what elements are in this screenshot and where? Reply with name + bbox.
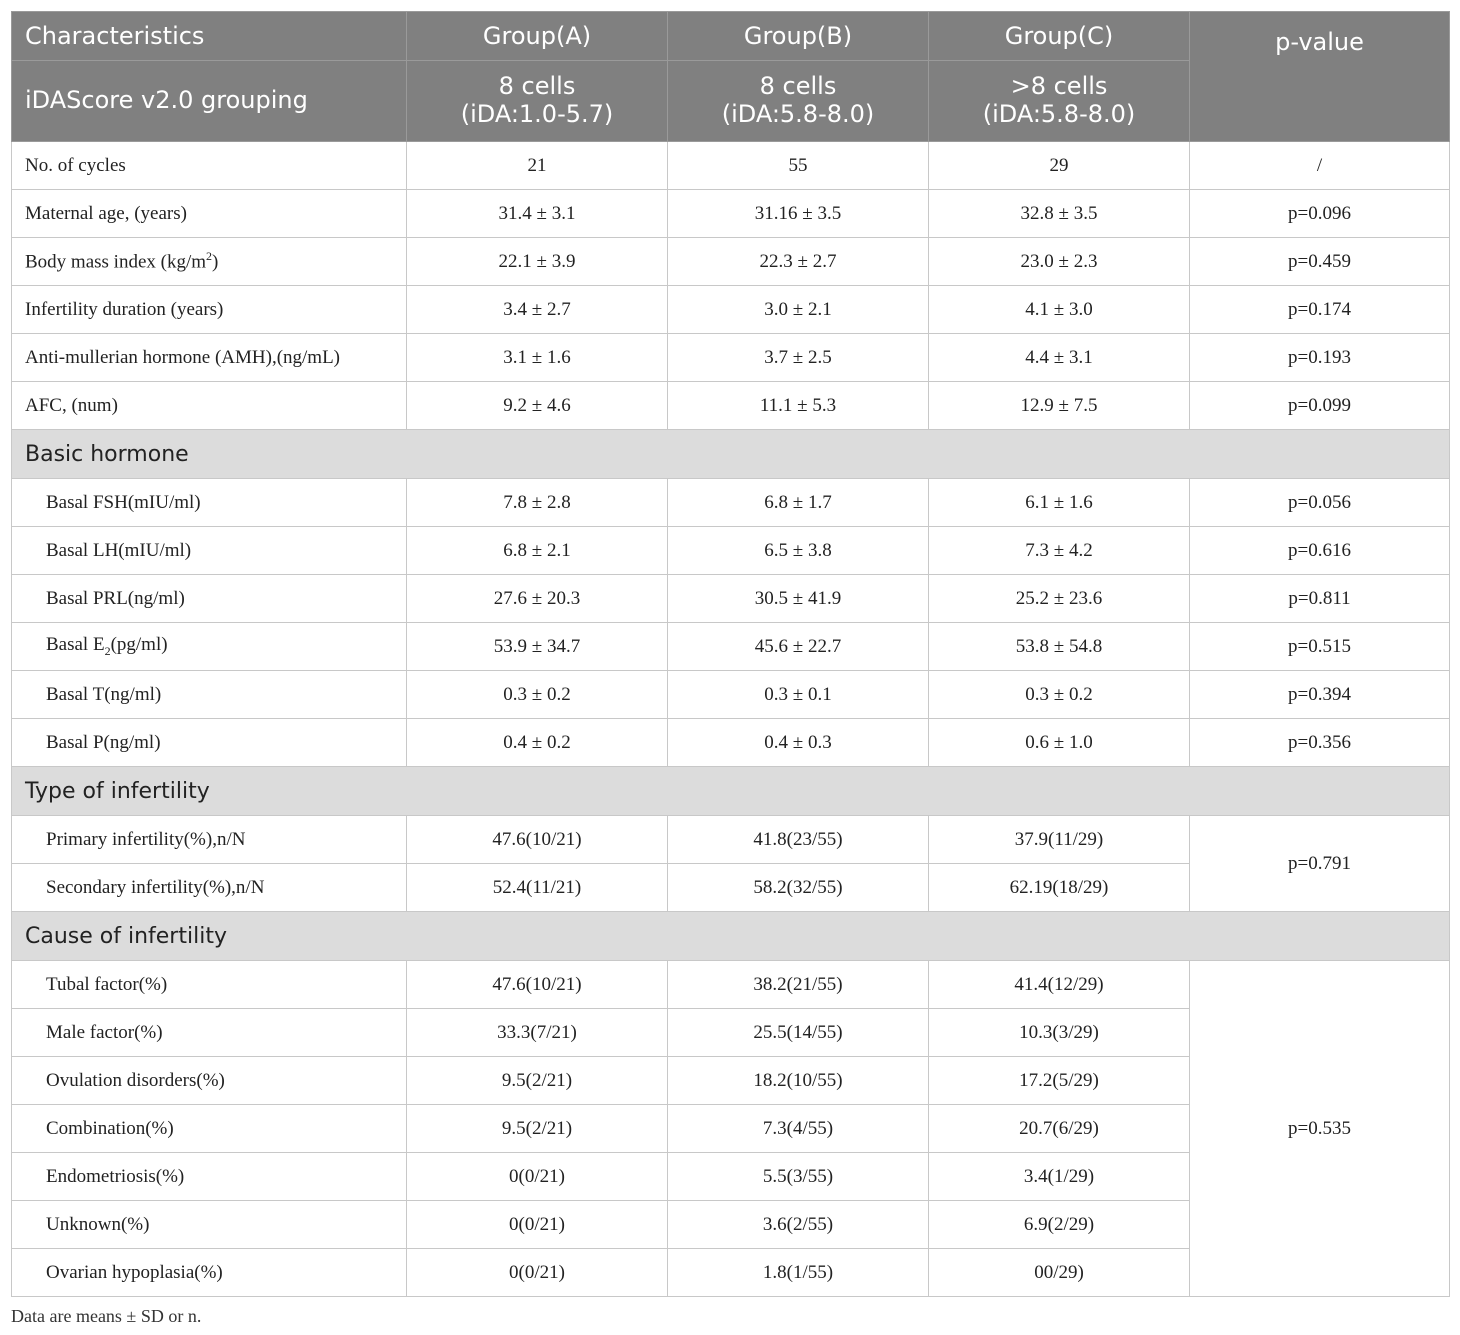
cell-group-c: 29 bbox=[929, 142, 1190, 190]
cell-group-b: 31.16 ± 3.5 bbox=[668, 190, 929, 238]
row-label: Ovulation disorders(%) bbox=[12, 1057, 407, 1105]
row-label-suffix: (pg/ml) bbox=[110, 634, 168, 656]
cell-group-b: 18.2(10/55) bbox=[668, 1057, 929, 1105]
cell-group-b: 11.1 ± 5.3 bbox=[668, 382, 929, 430]
row-label-superscript: 2 bbox=[206, 249, 213, 264]
cell-group-a: 0(0/21) bbox=[407, 1249, 668, 1297]
table-row bbox=[12, 238, 1450, 286]
table-row bbox=[12, 671, 1450, 719]
cell-group-b: 6.5 ± 3.8 bbox=[668, 527, 929, 575]
section-row-cause-of-infertility bbox=[12, 912, 1450, 961]
row-label: Combination(%) bbox=[12, 1105, 407, 1153]
cell-p-value: p=0.056 bbox=[1190, 479, 1450, 527]
cell-p-value: p=0.099 bbox=[1190, 382, 1450, 430]
cell-group-a: 47.6(10/21) bbox=[407, 816, 668, 864]
header-group-b: Group(B) bbox=[668, 12, 929, 61]
group-c-range: (iDA:5.8-8.0) bbox=[982, 100, 1136, 128]
cell-p-value: p=0.356 bbox=[1190, 719, 1450, 767]
table-row bbox=[12, 334, 1450, 382]
cell-group-c: 12.9 ± 7.5 bbox=[929, 382, 1190, 430]
section-title: Cause of infertility bbox=[12, 912, 1450, 961]
group-c-cells: >8 cells bbox=[1010, 72, 1108, 101]
header-group-b-desc bbox=[668, 61, 929, 142]
row-label-text: Basal E bbox=[46, 634, 105, 656]
cell-group-a: 0(0/21) bbox=[407, 1153, 668, 1201]
cell-group-b: 25.5(14/55) bbox=[668, 1009, 929, 1057]
cell-group-a: 6.8 ± 2.1 bbox=[407, 527, 668, 575]
header-group-a-desc bbox=[407, 61, 668, 142]
section-row-basic-hormone bbox=[12, 430, 1450, 479]
cell-group-c: 23.0 ± 2.3 bbox=[929, 238, 1190, 286]
row-label: Unknown(%) bbox=[12, 1201, 407, 1249]
cell-group-a: 21 bbox=[407, 142, 668, 190]
row-label: Basal LH(mIU/ml) bbox=[12, 527, 407, 575]
table-row bbox=[12, 527, 1450, 575]
cell-group-a: 9.5(2/21) bbox=[407, 1057, 668, 1105]
group-a-cells: 8 cells bbox=[498, 72, 576, 101]
header-grouping: iDAScore v2.0 grouping bbox=[12, 61, 407, 142]
row-label: Tubal factor(%) bbox=[12, 961, 407, 1009]
cell-group-b: 7.3(4/55) bbox=[668, 1105, 929, 1153]
cell-group-c: 41.4(12/29) bbox=[929, 961, 1190, 1009]
table-row bbox=[12, 575, 1450, 623]
row-label-suffix: ) bbox=[212, 251, 219, 273]
baseline-characteristics-table bbox=[11, 11, 1450, 1297]
cell-group-c: 3.4(1/29) bbox=[929, 1153, 1190, 1201]
cell-group-a: 52.4(11/21) bbox=[407, 864, 668, 912]
row-label-text: Body mass index (kg/m bbox=[25, 251, 207, 273]
cell-group-a: 53.9 ± 34.7 bbox=[407, 623, 668, 671]
row-label: Infertility duration (years) bbox=[12, 286, 407, 334]
table-row bbox=[12, 816, 1450, 864]
cell-p-value: p=0.515 bbox=[1190, 623, 1450, 671]
cell-group-a: 22.1 ± 3.9 bbox=[407, 238, 668, 286]
cell-group-b: 0.3 ± 0.1 bbox=[668, 671, 929, 719]
cell-group-a: 33.3(7/21) bbox=[407, 1009, 668, 1057]
row-label: Primary infertility(%),n/N bbox=[12, 816, 407, 864]
cell-group-b: 38.2(21/55) bbox=[668, 961, 929, 1009]
cell-group-b: 5.5(3/55) bbox=[668, 1153, 929, 1201]
cell-group-a: 47.6(10/21) bbox=[407, 961, 668, 1009]
cell-group-c: 25.2 ± 23.6 bbox=[929, 575, 1190, 623]
cell-group-b: 30.5 ± 41.9 bbox=[668, 575, 929, 623]
header-p-value: p-value bbox=[1190, 12, 1450, 142]
cell-group-c: 7.3 ± 4.2 bbox=[929, 527, 1190, 575]
cell-p-value: p=0.193 bbox=[1190, 334, 1450, 382]
cell-group-b: 22.3 ± 2.7 bbox=[668, 238, 929, 286]
cell-p-value: p=0.394 bbox=[1190, 671, 1450, 719]
group-b-range: (iDA:5.8-8.0) bbox=[721, 100, 875, 128]
row-label: Ovarian hypoplasia(%) bbox=[12, 1249, 407, 1297]
row-label: Basal FSH(mIU/ml) bbox=[12, 479, 407, 527]
cell-group-b: 45.6 ± 22.7 bbox=[668, 623, 929, 671]
cell-group-b: 1.8(1/55) bbox=[668, 1249, 929, 1297]
cell-group-a: 0.3 ± 0.2 bbox=[407, 671, 668, 719]
cell-group-a: 9.2 ± 4.6 bbox=[407, 382, 668, 430]
row-label: Endometriosis(%) bbox=[12, 1153, 407, 1201]
cell-group-a: 27.6 ± 20.3 bbox=[407, 575, 668, 623]
header-group-c: Group(C) bbox=[929, 12, 1190, 61]
table-row bbox=[12, 382, 1450, 430]
cell-group-c: 0.3 ± 0.2 bbox=[929, 671, 1190, 719]
cell-p-value: p=0.096 bbox=[1190, 190, 1450, 238]
section-row-type-of-infertility bbox=[12, 767, 1450, 816]
cell-group-c: 17.2(5/29) bbox=[929, 1057, 1190, 1105]
cell-group-b: 55 bbox=[668, 142, 929, 190]
row-label bbox=[12, 238, 407, 286]
cell-group-a: 0(0/21) bbox=[407, 1201, 668, 1249]
row-label: Anti-mullerian hormone (AMH),(ng/mL) bbox=[12, 334, 407, 382]
row-label: AFC, (num) bbox=[12, 382, 407, 430]
cell-group-a: 9.5(2/21) bbox=[407, 1105, 668, 1153]
cell-group-c: 6.9(2/29) bbox=[929, 1201, 1190, 1249]
cell-group-c: 32.8 ± 3.5 bbox=[929, 190, 1190, 238]
row-label: Secondary infertility(%),n/N bbox=[12, 864, 407, 912]
row-label-subscript: 2 bbox=[104, 643, 111, 658]
cell-group-a: 7.8 ± 2.8 bbox=[407, 479, 668, 527]
header-group-c-desc bbox=[929, 61, 1190, 142]
row-label: Basal PRL(ng/ml) bbox=[12, 575, 407, 623]
group-a-range: (iDA:1.0-5.7) bbox=[460, 100, 614, 128]
table-body bbox=[12, 142, 1450, 1297]
table-row bbox=[12, 623, 1450, 671]
table-row bbox=[12, 479, 1450, 527]
cell-p-value: p=0.811 bbox=[1190, 575, 1450, 623]
table-row bbox=[12, 719, 1450, 767]
header-characteristics: Characteristics bbox=[12, 12, 407, 61]
row-label: Male factor(%) bbox=[12, 1009, 407, 1057]
cell-group-c: 53.8 ± 54.8 bbox=[929, 623, 1190, 671]
cell-group-b: 3.7 ± 2.5 bbox=[668, 334, 929, 382]
row-label: Basal T(ng/ml) bbox=[12, 671, 407, 719]
header-row-groups bbox=[12, 12, 1450, 61]
cell-group-c: 37.9(11/29) bbox=[929, 816, 1190, 864]
cell-group-c: 6.1 ± 1.6 bbox=[929, 479, 1190, 527]
table-row bbox=[12, 190, 1450, 238]
cell-group-c: 4.4 ± 3.1 bbox=[929, 334, 1190, 382]
row-label bbox=[12, 623, 407, 671]
cell-p-value: p=0.174 bbox=[1190, 286, 1450, 334]
section-title: Type of infertility bbox=[12, 767, 1450, 816]
table-header bbox=[12, 12, 1450, 142]
cell-group-b: 0.4 ± 0.3 bbox=[668, 719, 929, 767]
cell-group-c: 00/29) bbox=[929, 1249, 1190, 1297]
cell-group-c: 10.3(3/29) bbox=[929, 1009, 1190, 1057]
cell-group-c: 0.6 ± 1.0 bbox=[929, 719, 1190, 767]
cell-group-a: 31.4 ± 3.1 bbox=[407, 190, 668, 238]
row-label: Basal P(ng/ml) bbox=[12, 719, 407, 767]
cell-group-a: 3.4 ± 2.7 bbox=[407, 286, 668, 334]
cell-p-value: p=0.459 bbox=[1190, 238, 1450, 286]
cell-group-a: 0.4 ± 0.2 bbox=[407, 719, 668, 767]
table-footnote: Data are means ± SD or n. bbox=[11, 1306, 202, 1326]
cell-group-b: 6.8 ± 1.7 bbox=[668, 479, 929, 527]
section-title: Basic hormone bbox=[12, 430, 1450, 479]
cell-group-a: 3.1 ± 1.6 bbox=[407, 334, 668, 382]
cell-group-b: 3.6(2/55) bbox=[668, 1201, 929, 1249]
table-row bbox=[12, 286, 1450, 334]
table-row bbox=[12, 961, 1450, 1009]
cell-p-value: p=0.535 bbox=[1190, 961, 1450, 1297]
cell-group-c: 20.7(6/29) bbox=[929, 1105, 1190, 1153]
cell-group-c: 4.1 ± 3.0 bbox=[929, 286, 1190, 334]
row-label: No. of cycles bbox=[12, 142, 407, 190]
row-label: Maternal age, (years) bbox=[12, 190, 407, 238]
header-group-a: Group(A) bbox=[407, 12, 668, 61]
group-b-cells: 8 cells bbox=[759, 72, 837, 101]
table-row bbox=[12, 142, 1450, 190]
cell-p-value: p=0.791 bbox=[1190, 816, 1450, 912]
cell-p-value: / bbox=[1190, 142, 1450, 190]
cell-group-b: 3.0 ± 2.1 bbox=[668, 286, 929, 334]
cell-group-b: 41.8(23/55) bbox=[668, 816, 929, 864]
cell-group-c: 62.19(18/29) bbox=[929, 864, 1190, 912]
cell-group-b: 58.2(32/55) bbox=[668, 864, 929, 912]
cell-p-value: p=0.616 bbox=[1190, 527, 1450, 575]
